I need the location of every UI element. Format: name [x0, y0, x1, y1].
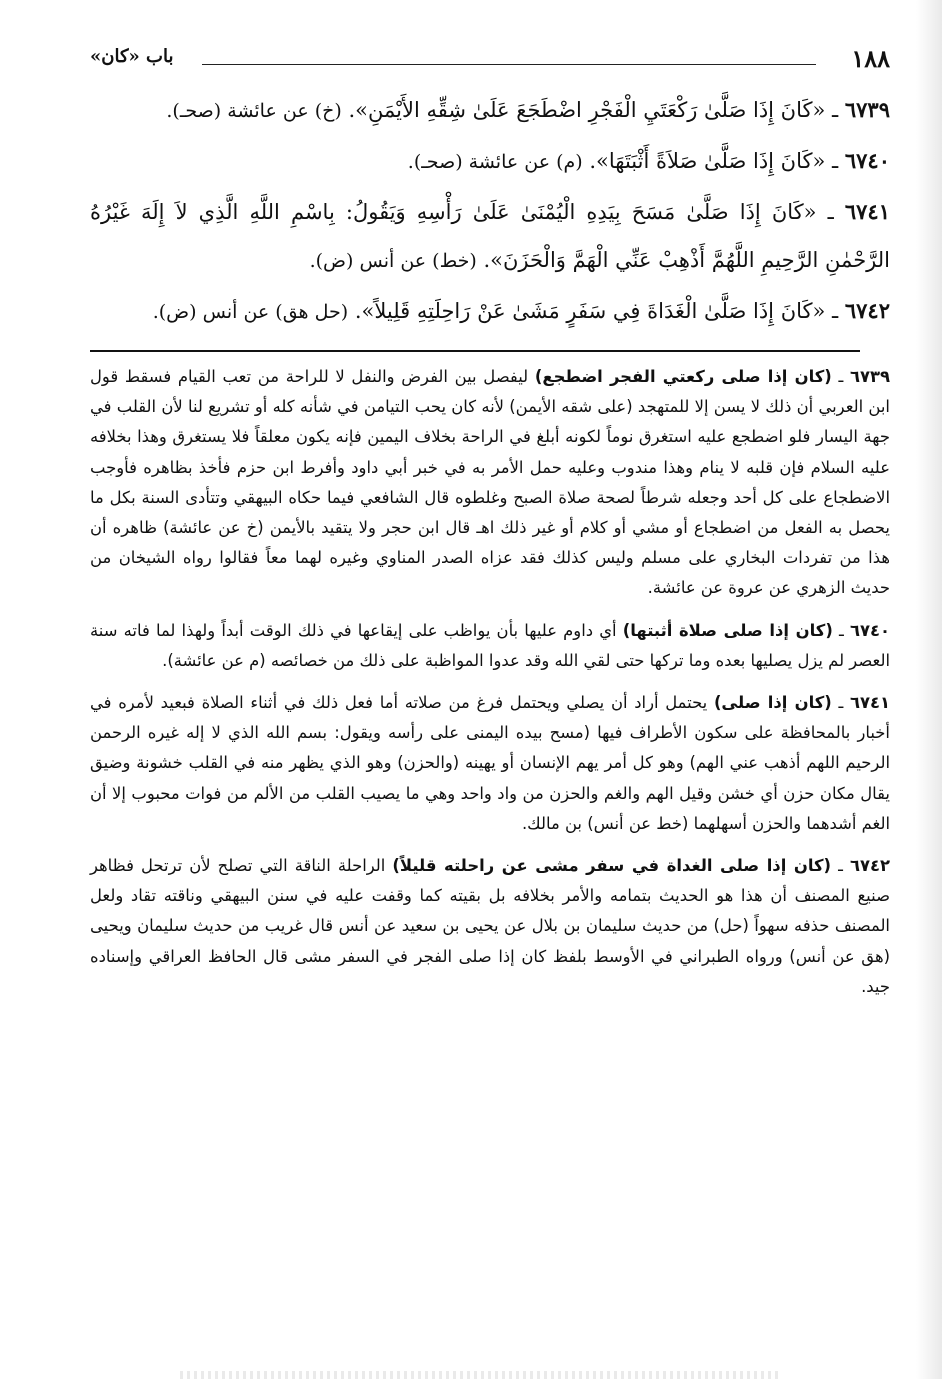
hadith-text: «كَانَ إِذَا صَلَّىٰ رَكْعَتَيِ الْفَجْرِ اضْطَجَعَ عَلَىٰ شِقِّهِ الأَيْمَنِ». [348, 98, 826, 122]
hadith-source: (م) عن عائشة (صحـ). [407, 151, 583, 173]
hadith-text: «كَانَ إِذَا صَلَّىٰ الْغَدَاةَ فِي سَفَرٍ مَشَىٰ عَنْ رَاحِلَتِهِ قَلِيلاً». [354, 299, 826, 323]
commentary-body: ليفصل بين الفرض والنفل لا للراحة من تعب القيام فسقط قول ابن العربي أن ذلك لا يسن إلا للمتهجد (على شقه الأيمن) لأنه كان يحب التيامن في شأنه كله أو تشريع لنا لأن القلب في جهة اليسار فلو اضطجع عليه استغرق نوماً لكونه أبلغ في الراحة بخلاف اليمين فإنه يكون معلقاً فلا يستغرق وهذا بخلافه عليه السلام فإن قلبه لا ينام وهذا مندوب وعليه حمل الأمر به في خبر أبي داود وأفرط ابن حزم فأخذ بظاهره فأوجب الاضطجاع على كل أحد وجعله شرطاً لصحة صلاة الصبح وغلطوه قال الشافعي فيما حكاه البيهقي وتتأدى السنة بكل ما يحصل به الفعل من اضطجاع أو مشي أو كلام أو غير ذلك اهـ قال ابن حجر ولا يتقيد بالأيمن (خ عن عائشة) ظاهره أن هذا من تفردات البخاري على مسلم وليس كذلك فقد عزاه الصدر المناوي وغيره لهما معاً فقالوا رواه الشيخان من حديث الزهري عن عروة عن عائشة. [90, 367, 890, 598]
commentary-6741: ٦٧٤١ ـ (كان إذا صلى) يحتمل أراد أن يصلي ويحتمل فرغ من صلاته أما فعل ذلك في أثناء الصلاة فبعيد لأمره في أخبار بالمحافظة على سكون الأطراف فيها (مسح بيده اليمنى على رأسه ويقول: بسم الله الذي لا إله غيره الرحمن الرحيم اللهم أذهب عني الهم) وهو كل أمر يهم الإنسان أو يهينه (والحزن) وهو الذي يظهر منه في القلب خشونة وضيق يقال مكان حزن أي خشن وقيل الهم والغم والحزن من واد واحد وهي ما يصيب القلب من الألم من فوات محبوب إلا أن الغم أشدهما والحزن أسهلهما (خط عن أنس) بن مالك. [90, 693, 890, 833]
commentary-body: يحتمل أراد أن يصلي ويحتمل فرغ من صلاته أما فعل ذلك في أثناء الصلاة فبعيد لأمره في أخبار بالمحافظة على سكون الأطراف فيها (مسح بيده اليمنى على رأسه ويقول: بسم الله الذي لا إله غيره الرحمن الرحيم اللهم أذهب عني الهم) وهو كل أمر يهم الإنسان أو يهينه (والحزن) وهو الذي يظهر منه في القلب خشونة وضيق يقال مكان حزن أي خشن وقيل الهم والغم والحزن من واد واحد وهي ما يصيب القلب من الألم من فوات محبوب إلا أن الغم أشدهما والحزن أسهلهما (خط عن أنس) بن مالك. [90, 693, 890, 833]
hadith-source: (خ) عن عائشة (صحـ). [166, 100, 342, 122]
hadith-number: ٦٧٤٢ [844, 298, 890, 323]
hadith-6740: ٦٧٤٠ ـ «كَانَ إِذَا صَلَّىٰ صَلاَةً أَثْبَتَهَا». (م) عن عائشة (صحـ). [407, 148, 890, 173]
commentary-6742: ٦٧٤٢ ـ (كان إذا صلى الغداة في سفر مشى عن راحلته قليلاً) الراحلة الناقة التي تصلح لأن ترتحل فظاهر صنيع المصنف أن هذا هو الحديث بتمامه والأمر بخلافه بل بقيته كما وقفت عليه في سنن البيهقي وناقته تقاد ولعل المصنف حذفه سهواً (حل) من حديث سليمان بن بلال عن يحيى بن سعيد عن أنس قال غريب من حديث سليمان ويحيى (هق عن أنس) ورواه الطبراني في الأوسط بلفظ كان إذا صلى الفجر في السفر مشى قال الحافظ العراقي وإسناده جيد. [90, 856, 890, 996]
hadith-source: (خط) عن أنس (ض). [309, 250, 477, 272]
scan-edge-shadow [916, 0, 942, 1379]
hadith-number: ٦٧٤١ [844, 199, 890, 224]
hadith-source: (حل هق) عن أنس (ض). [152, 301, 349, 323]
commentary-heading: (كان إذا صلى صلاة أثبتها) [622, 620, 833, 640]
hadith-6739: ٦٧٣٩ ـ «كَانَ إِذَا صَلَّىٰ رَكْعَتَيِ الْفَجْرِ اضْطَجَعَ عَلَىٰ شِقِّهِ الأَيْمَنِ». (خ) عن عائشة (صحـ). [166, 97, 890, 122]
hadith-6741: ٦٧٤١ ـ «كَانَ إِذَا صَلَّىٰ مَسَحَ بِيَدِهِ الْيُمْنَىٰ عَلَىٰ رَأْسِهِ وَيَقُولُ: بِاسْمِ اللَّهِ الَّذِي لاَ إِلَهَ غَيْرُهُ الرَّحْمٰنِ الرَّحِيمِ اللَّهُمَّ أَذْهِبْ عَنِّي الْهَمَّ وَالْحَزَنَ». (خط) عن أنس (ض). [90, 199, 890, 272]
running-header [90, 40, 890, 80]
commentary-number: ٦٧٤١ [849, 693, 890, 713]
commentary-heading: (كان إذا صلى الغداة في سفر مشى عن راحلته قليلاً) [392, 856, 832, 876]
commentary-number: ٦٧٤٢ [849, 856, 890, 876]
commentary-body: أي داوم عليها بأن يواظب على إيقاعها في ذلك الوقت أبداً ولهذا لما فاته سنة العصر لم يزل يصليها بعده وما تركها حتى لقي الله وقد عدوا المواظبة على ذلك من خصائصه (م عن عائشة). [90, 620, 890, 670]
chapter-title: باب «كان» [90, 46, 174, 67]
header-rule [202, 64, 816, 65]
book-page [90, 40, 890, 1014]
hadith-texts [90, 86, 890, 336]
commentary-heading: (كان إذا صلى) [713, 693, 832, 713]
commentary-6740: ٦٧٤٠ ـ (كان إذا صلى صلاة أثبتها) أي داوم عليها بأن يواظب على إيقاعها في ذلك الوقت أبداً ولهذا لما فاته سنة العصر لم يزل يصليها بعده وما تركها حتى لقي الله وقد عدوا المواظبة على ذلك من خصائصه (م عن عائشة). [90, 620, 890, 670]
commentary-section [90, 362, 890, 1002]
commentary-number: ٦٧٤٠ [849, 620, 890, 640]
commentary-number: ٦٧٣٩ [849, 367, 890, 386]
commentary-heading: (كان إذا صلى ركعتي الفجر اضطجع) [534, 367, 832, 386]
hadith-number: ٦٧٤٠ [844, 148, 890, 173]
page-number: ١٨٨ [851, 44, 890, 73]
footnote-divider [90, 350, 860, 352]
hadith-number: ٦٧٣٩ [844, 97, 890, 122]
scan-bottom-noise [180, 1371, 780, 1379]
commentary-body: الراحلة الناقة التي تصلح لأن ترتحل فظاهر صنيع المصنف أن هذا هو الحديث بتمامه والأمر بخلافه بل بقيته كما وقفت عليه في سنن البيهقي وناقته تقاد ولعل المصنف حذفه سهواً (حل) من حديث سليمان بن بلال عن يحيى بن سعيد عن أنس قال غريب من حديث سليمان ويحيى (هق عن أنس) ورواه الطبراني في الأوسط بلفظ كان إذا صلى الفجر في السفر مشى قال الحافظ العراقي وإسناده جيد. [90, 856, 890, 996]
hadith-text: «كَانَ إِذَا صَلَّىٰ مَسَحَ بِيَدِهِ الْيُمْنَىٰ عَلَىٰ رَأْسِهِ وَيَقُولُ: بِاسْمِ اللَّهِ الَّذِي لاَ إِلَهَ غَيْرُهُ الرَّحْمٰنِ الرَّحِيمِ اللَّهُمَّ أَذْهِبْ عَنِّي الْهَمَّ وَالْحَزَنَ». [90, 200, 890, 272]
commentary-6739: ٦٧٣٩ ـ (كان إذا صلى ركعتي الفجر اضطجع) ليفصل بين الفرض والنفل لا للراحة من تعب القيام فسقط قول ابن العربي أن ذلك لا يسن إلا للمتهجد (على شقه الأيمن) لأنه كان يحب التيامن في شأنه كله أو تشريع لنا لأن القلب في جهة اليسار فلو اضطجع عليه استغرق نوماً لكونه أبلغ في الراحة بخلاف اليمين فإنه يكون معلقاً فلا يستغرق وهذا بخلافه عليه السلام فإن قلبه لا ينام وهذا مندوب وعليه حمل الأمر به في خبر أبي داود وأفرط ابن حزم فأخذ بظاهره فأوجب الاضطجاع على كل أحد وجعله شرطاً لصحة صلاة الصبح وغلطوه قال الشافعي فيما حكاه البيهقي وتتأدى السنة بكل ما يحصل به الفعل من اضطجاع أو مشي أو كلام أو غير ذلك اهـ قال ابن حجر ولا يتقيد بالأيمن (خ عن عائشة) ظاهره أن هذا من تفردات البخاري على مسلم وليس كذلك فقد عزاه الصدر المناوي وغيره لهما معاً فقالوا رواه الشيخان من حديث الزهري عن عروة عن عائشة. [90, 367, 890, 598]
hadith-text: «كَانَ إِذَا صَلَّىٰ صَلاَةً أَثْبَتَهَا». [589, 149, 826, 173]
hadith-6742: ٦٧٤٢ ـ «كَانَ إِذَا صَلَّىٰ الْغَدَاةَ فِي سَفَرٍ مَشَىٰ عَنْ رَاحِلَتِهِ قَلِيلاً». (حل هق) عن أنس (ض). [152, 298, 890, 323]
